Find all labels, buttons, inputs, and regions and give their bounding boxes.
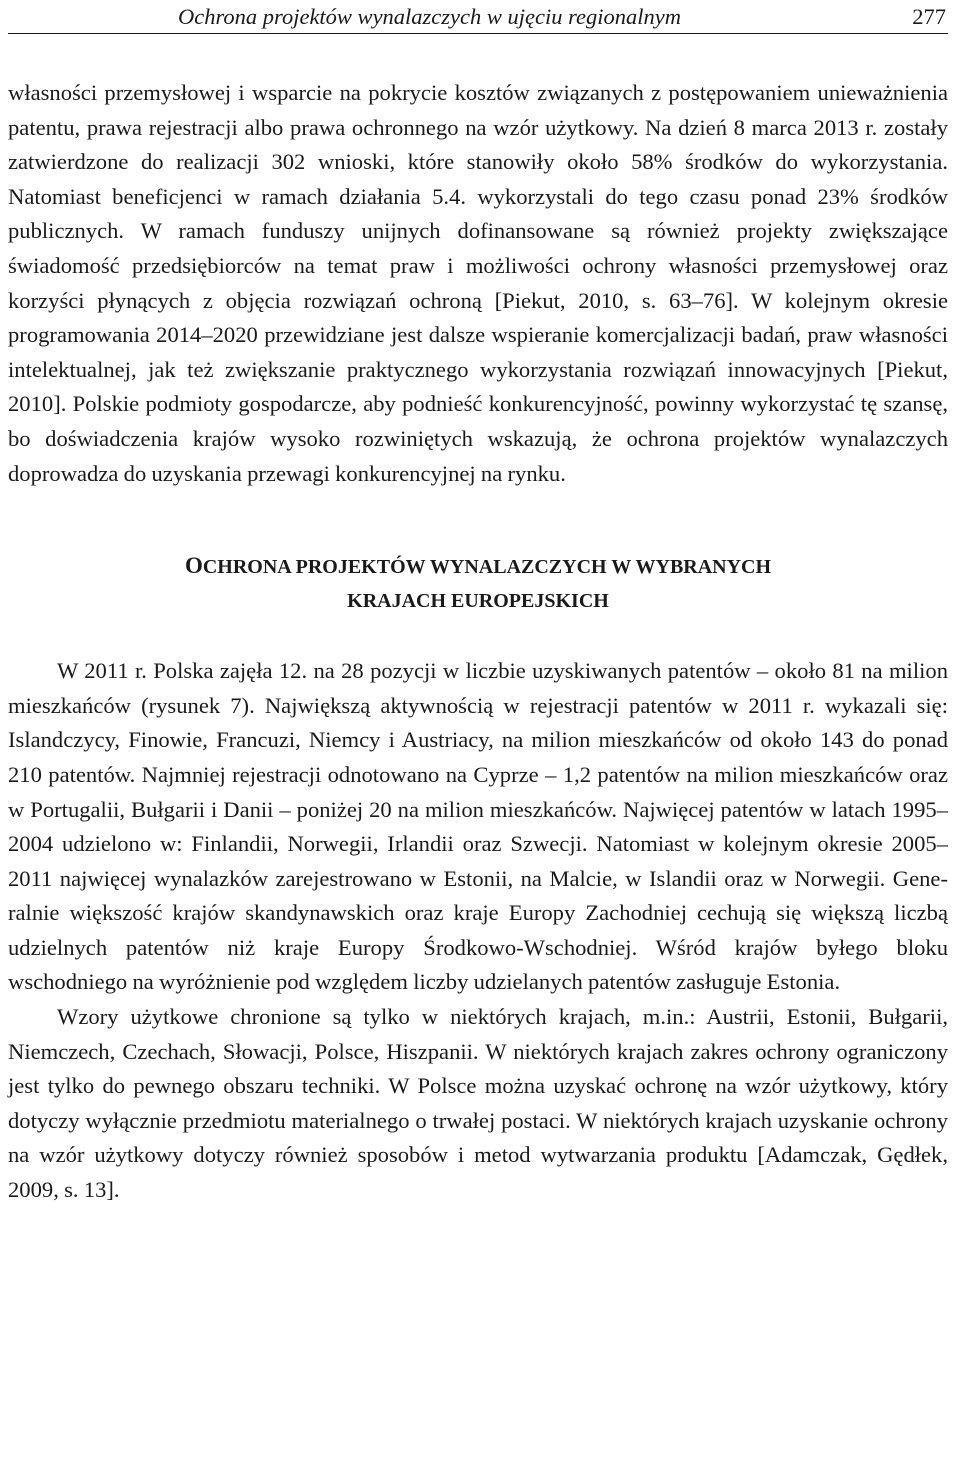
paragraph-patents: W 2011 r. Polska zajęła 12. na 28 pozycji w liczbie uzyskiwanych patentów – około 81 na milion mieszkańców (rysunek 7). Największą aktywnością w rejestracji patentów w 2011 r. wykazali się: Islandczycy, Finowie, Francuzi, Niemcy i Austriacy, na milion mieszkańców od około 143 do ponad 210 patentów. Najmniej rejestracji odnotowano na Cyprze – 1,2 patentów na milion mieszkańców oraz w Portugalii, Bułgarii i Danii – poniżej 20 na milion mieszkańców. Najwięcej patentów w latach 1995–2004 udzielono w: Finlandii, Norwegii, Irlandii oraz Szwecji. Natomiast w kolejnym okresie 2005–2011 najwięcej wynalazków zarejestrowano w Estonii, na Malcie, w Islandii oraz w Norwegii. Generalnie większość krajów skandynawskich oraz kraje Europy Zachodniej cechują się większą liczbą udzielnych patentów niż kraje Europy Środkowo-Wschodniej. Wśród krajów byłego bloku wschodniego na wyróżnienie pod względem liczby udzielanych patentów zasługuje Estonia. <box>8 658 948 995</box>
page-number: 277 <box>912 4 946 29</box>
section-heading-line-1 <box>8 549 948 584</box>
section-heading-initial: O <box>184 553 203 579</box>
running-header <box>8 0 948 34</box>
paragraph-continued: własności przemysłowej i wsparcie na pokrycie kosztów związanych z postępowaniem unieważnienia patentu, prawa rejestracji albo prawa ochronnego na wzór użytkowy. Na dzień 8 marca 2013 r. zostały zatwierdzone do realizacji 302 wnioski, które stanowiły około 58% środków do wykorzystania. Natomiast beneficjenci w ramach działania 5.4. wykorzystali do tego czasu ponad 23% środków publicznych. W ramach funduszy unijnych dofinansowane są również projekty zwiększające świadomość przedsiębiorców na temat praw i możliwości ochrony własności przemysłowej oraz korzyści płynących z objęcia rozwiązań ochroną [Piekut, 2010, s. 63–76]. W kolejnym okresie programowania 2014–2020 przewidziane jest dalsze wspieranie komercjalizacji badań, praw własności intelektualnej, jak też zwiększanie praktycznego wykorzystania rozwiązań innowacyjnych [Piekut, 2010]. Polskie podmioty gospodarcze, aby podnieść konkurencyjność, powinny wykorzystać tę szansę, bo doświadczenia krajów wysoko rozwiniętych wskazują, że ochrona projektów wynalazczych doprowadza do uzyskania przewagi konkurencyjnej na rynku. <box>8 80 948 486</box>
section-heading-line-2: KRAJACH EUROPEJSKICH <box>347 590 609 613</box>
section-heading-line-1-text: CHRONA PROJEKTÓW WYNALAZCZYCH W WYBRANYCH <box>202 556 772 579</box>
body-text <box>8 76 948 1208</box>
section-heading <box>8 549 948 618</box>
paragraph-utility-models: Wzory użytkowe chronione są tylko w niektórych krajach, m.in.: Austrii, Estonii, Bułgarii, Niemczech, Czechach, Słowacji, Polsce, Hiszpanii. W niektórych krajach zakres ochrony ograniczony jest tylko do pewnego obszaru techniki. W Polsce można uzyskać ochronę na wzór użytkowy, który dotyczy wyłącznie przedmiotu materialnego o trwałej postaci. W niektórych krajach uzyskanie ochrony na wzór użytkowy dotyczy również sposobów i metod wytwarzania produktu [Adamczak, Gędłek, 2009, s. 13]. <box>8 1004 948 1203</box>
running-title: Ochrona projektów wynalazczych w ujęciu regionalnym <box>178 4 682 29</box>
